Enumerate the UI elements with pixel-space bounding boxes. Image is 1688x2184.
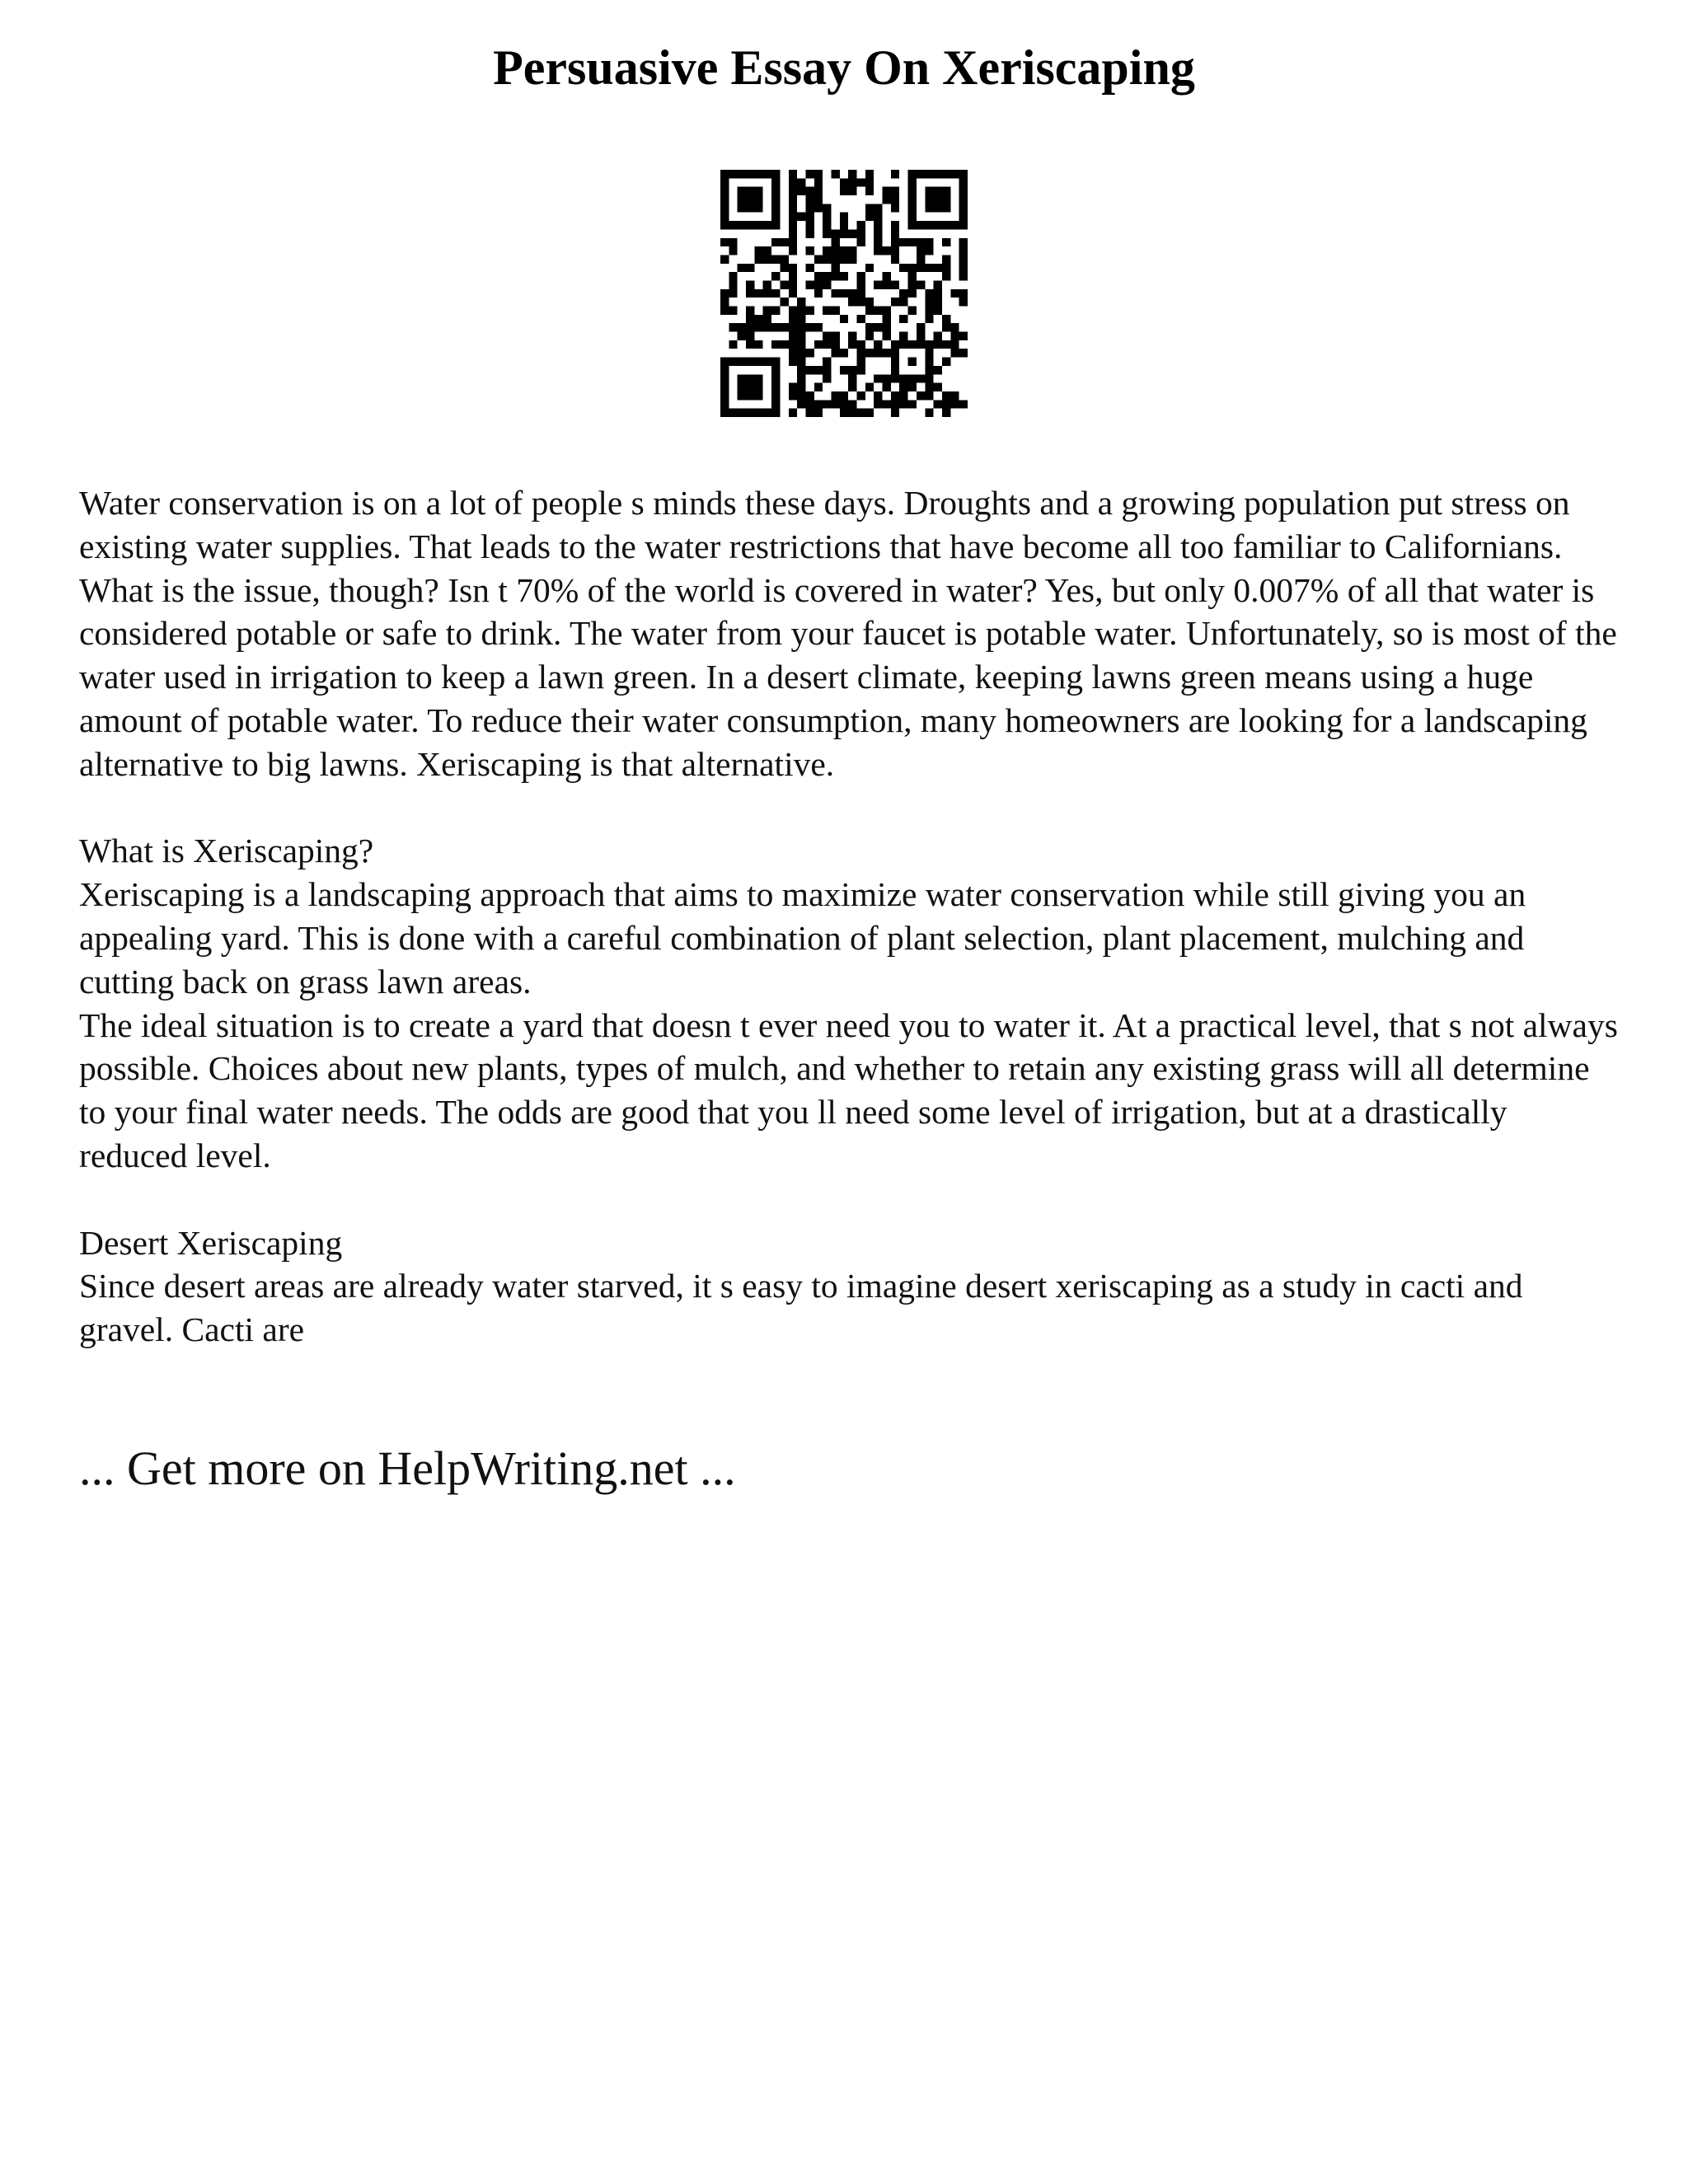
- heading-what-is-xeriscaping: What is Xeriscaping?: [79, 832, 374, 870]
- paragraph-spacer: [79, 786, 1620, 830]
- paragraph-what-1: Xeriscaping is a landscaping approach that aims to maximize water conservation while still giving you an appealing yard. This is done with a careful combination of plant selection, plant placement, mulching and cutting back on grass lawn areas.: [79, 875, 1526, 1001]
- paragraph-spacer: [79, 1178, 1620, 1221]
- essay-body: [79, 481, 1620, 1352]
- qr-code-icon: [720, 170, 968, 417]
- qr-code-graphic: [720, 170, 968, 417]
- heading-desert-xeriscaping: Desert Xeriscaping: [79, 1223, 343, 1262]
- paragraph-intro: Water conservation is on a lot of people s minds these days. Droughts and a growing population put stress on existing water supplies. That leads to the water restrictions that have become all too familiar to Californians. What is the issue, though? Isn t 70% of the world is covered in water? Yes, but only 0.007% of all that water is considered potable or safe to drink. The water from your faucet is potable water. Unfortunately, so is most of the water used in irrigation to keep a lawn green. In a desert climate, keeping lawns green means using a huge amount of potable water. To reduce their water consumption, many homeowners are looking for a landscaping alternative to big lawns. Xeriscaping is that alternative.: [79, 484, 1617, 783]
- get-more-link[interactable]: ... Get more on HelpWriting.net ...: [79, 1441, 736, 1495]
- page-title: Persuasive Essay On Xeriscaping: [493, 40, 1195, 95]
- paragraph-desert-1: Since desert areas are already water starved, it s easy to imagine desert xeriscaping as a study in cacti and gravel. Cacti are: [79, 1267, 1523, 1349]
- paragraph-what-2: The ideal situation is to create a yard that doesn t ever need you to water it. At a practical level, that s not always possible. Choices about new plants, types of mulch, and whether to retain any existing grass will all determine to your final water needs. The odds are good that you ll need some level of irrigation, but at a drastically reduced level.: [79, 1005, 1618, 1174]
